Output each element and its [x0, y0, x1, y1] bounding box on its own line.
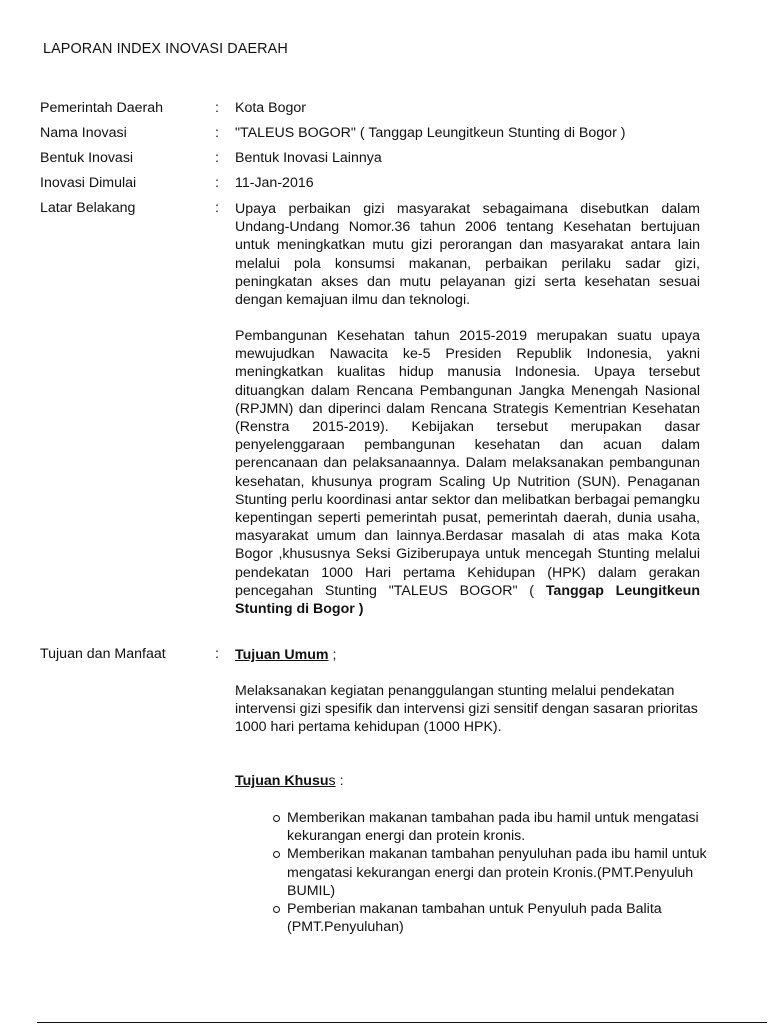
tujuan-umum-heading-suffix: ;: [328, 647, 337, 663]
latar-belakang-paragraph-1: Upaya perbaikan gizi masyarakat sebagaimana disebutkan dalam Undang-Undang Nomor.36 tahun 2006 tentang Kesehatan bertujuan untuk meningkatkan mutu gizi perorangan dan masyarakat antara lain melalui pola konsumsi makanan, perbaikan perilaku sadar gizi, peningkatan akses dan mutu pelayanan gizi serta kesehatan sesuai dengan kemajuan ilmu dan teknologi.: [235, 201, 700, 309]
footer-rule: [37, 1022, 767, 1023]
field-label: Pemerintah Daerah: [40, 100, 164, 116]
tujuan-khusus-heading: [235, 772, 700, 790]
list-item-text: Memberikan makanan tambahan pada ibu hamil untuk mengatasi kekurangan energi dan protein kronis.: [287, 810, 699, 845]
tujuan-khusus-list: [287, 809, 707, 936]
field-colon: :: [215, 100, 219, 116]
hollow-bullet-icon: [273, 851, 280, 858]
list-item: [287, 900, 707, 936]
field-label: Nama Inovasi: [40, 125, 127, 141]
latar-belakang-paragraph-2-bold: Tanggap Leungitkeun Stunting di Bogor ): [235, 582, 700, 618]
field-label: Inovasi Dimulai: [40, 175, 137, 191]
field-value: 11-Jan-2016: [235, 175, 314, 191]
tujuan-khusus-heading-text: Tujuan Khusu: [235, 773, 329, 789]
field-label: Tujuan dan Manfaat: [40, 646, 166, 662]
tujuan-khusus-heading-tail: s: [328, 773, 336, 789]
latar-belakang-paragraph-2: [235, 327, 700, 618]
list-item-text: Memberikan makanan tambahan penyuluhan pada ibu hamil untuk mengatasi kekurangan energi dan protein Kronis.(PMT.Penyuluh BUMIL): [287, 846, 707, 899]
field-colon: :: [215, 200, 219, 216]
latar-belakang-paragraph-2-text: Pembangunan Kesehatan tahun 2015-2019 merupakan suatu upaya mewujudkan Nawacita ke-5 Presiden Republik Indonesia, yakni meningkatkan kualitas hidup manusia Indonesia. Upaya tersebut dituangkan dalam Rencana Pembangunan Jangka Menengah Nasional (RPJMN) dan diperinci dalam Rencana Strategis Kementrian Kesehatan (Renstra 2015-2019). Kebijakan tersebut merupakan dasar penyelenggaraan pembangunan kesehatan dan acuan dalam perencanaan dan pelaksanaannya. Dalam melaksanakan pembangunan kesehatan, khusunya program Scaling Up Nutrition (SUN). Penaganan Stunting perlu koordinasi antar sektor dan melibatkan berbagai pemangku kepentingan seperti pemerintah pusat, pemerintah daerah, dunia usaha, masyarakat umum dan lainnya.Berdasar masalah di atas maka Kota Bogor ,khususnya Seksi Giziberupaya untuk mencegah Stunting melalui pendekatan 1000 Hari pertama Kehidupan (HPK) dalam gerakan pencegahan Stunting "TALEUS BOGOR" (: [235, 328, 700, 599]
list-item: [287, 809, 707, 845]
field-colon: :: [215, 125, 219, 141]
document-title: LAPORAN INDEX INOVASI DAERAH: [43, 41, 288, 57]
list-item: [287, 845, 707, 900]
hollow-bullet-icon: [273, 815, 280, 822]
tujuan-umum-heading: [235, 646, 700, 664]
field-value: Kota Bogor: [235, 100, 306, 116]
field-value: Bentuk Inovasi Lainnya: [235, 150, 382, 166]
list-item-text: Pemberian makanan tambahan untuk Penyuluh pada Balita (PMT.Penyuluhan): [287, 901, 662, 936]
field-colon: :: [215, 646, 219, 662]
field-label: Bentuk Inovasi: [40, 150, 134, 166]
tujuan-khusus-heading-suffix: :: [335, 773, 344, 789]
field-value: "TALEUS BOGOR" ( Tanggap Leungitkeun Stunting di Bogor ): [235, 125, 626, 141]
field-colon: :: [215, 150, 219, 166]
field-colon: :: [215, 175, 219, 191]
tujuan-umum-text: Melaksanakan kegiatan penanggulangan stunting melalui pendekatan intervensi gizi spesifik dan intervensi gizi sensitif dengan sasaran prioritas 1000 hari pertama kehidupan (1000 HPK).: [235, 683, 698, 736]
field-label: Latar Belakang: [40, 200, 136, 216]
hollow-bullet-icon: [273, 906, 280, 913]
tujuan-umum-heading-text: Tujuan Umum: [235, 647, 329, 663]
